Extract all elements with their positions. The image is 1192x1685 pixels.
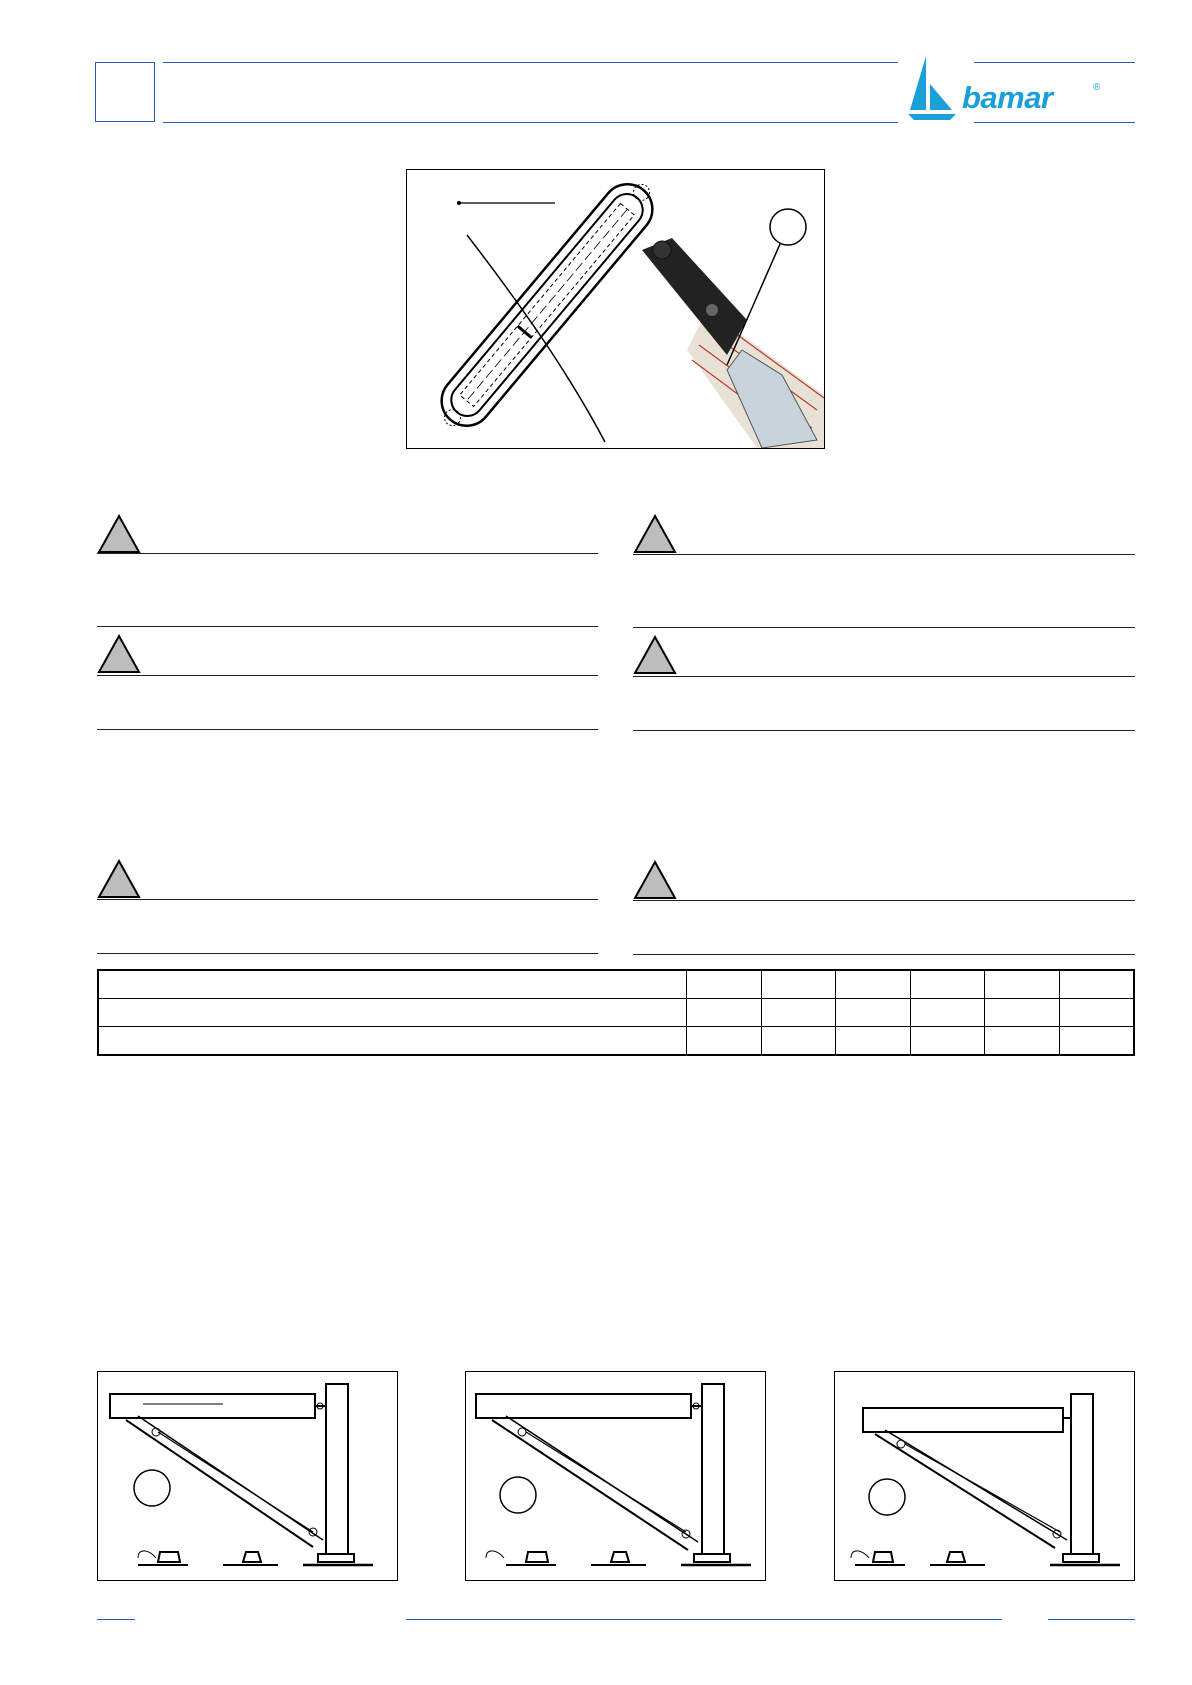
warning-rule bbox=[97, 953, 598, 954]
table-cell bbox=[910, 999, 985, 1027]
page-number-box bbox=[95, 62, 155, 122]
bamar-logo bbox=[906, 54, 1136, 124]
boom-vang-diagram-1 bbox=[98, 1372, 397, 1580]
table-cell bbox=[1059, 970, 1134, 999]
table-cell bbox=[985, 1027, 1060, 1056]
footer-rule-right bbox=[1048, 1619, 1135, 1620]
warning-rule bbox=[633, 900, 1135, 901]
warning-rule bbox=[97, 899, 598, 900]
table-row bbox=[98, 1027, 1134, 1056]
warning-rule bbox=[633, 954, 1135, 955]
table-header-row bbox=[98, 970, 1134, 999]
table-cell bbox=[1059, 1027, 1134, 1056]
spec-table bbox=[97, 969, 1135, 1056]
bottom-figure-2 bbox=[465, 1371, 766, 1581]
warning-block-3 bbox=[97, 859, 141, 904]
bottom-figure-3 bbox=[834, 1371, 1135, 1581]
table-cell bbox=[687, 999, 762, 1027]
warning-triangle-icon bbox=[97, 514, 141, 554]
warning-triangle-icon bbox=[97, 634, 141, 674]
logo-registered-mark: ® bbox=[1093, 82, 1101, 93]
warning-block-2 bbox=[97, 634, 141, 679]
warning-rule bbox=[633, 676, 1135, 677]
bottom-figure-1 bbox=[97, 1371, 398, 1581]
table-cell bbox=[98, 1027, 687, 1056]
table-cell bbox=[910, 970, 985, 999]
logo-text: bamar bbox=[962, 80, 1053, 115]
sheave-diagram bbox=[407, 170, 824, 448]
warning-block-6 bbox=[633, 860, 677, 905]
table-cell bbox=[836, 1027, 911, 1056]
footer-rule-center bbox=[406, 1619, 1002, 1620]
warning-triangle-icon bbox=[633, 860, 677, 900]
warning-rule bbox=[97, 675, 598, 676]
table-cell bbox=[985, 999, 1060, 1027]
table-cell bbox=[761, 970, 836, 999]
table-cell bbox=[910, 1027, 985, 1056]
table-cell bbox=[98, 999, 687, 1027]
table-cell bbox=[687, 1027, 762, 1056]
sailboat-icon bbox=[906, 54, 966, 124]
table-cell bbox=[836, 999, 911, 1027]
table-cell bbox=[836, 970, 911, 999]
warning-triangle-icon bbox=[633, 514, 677, 554]
warning-triangle-icon bbox=[97, 859, 141, 899]
warning-rule bbox=[633, 554, 1135, 555]
boom-vang-diagram-3 bbox=[835, 1372, 1134, 1580]
warning-rule bbox=[97, 729, 598, 730]
warning-rule bbox=[97, 626, 598, 627]
table-cell bbox=[985, 970, 1060, 999]
boom-vang-diagram-2 bbox=[466, 1372, 765, 1580]
header-rule-top bbox=[163, 62, 898, 63]
table-cell bbox=[98, 970, 687, 999]
header-rule-bottom bbox=[163, 122, 898, 123]
footer-rule-left bbox=[97, 1619, 135, 1620]
table-cell bbox=[761, 1027, 836, 1056]
warning-block-4 bbox=[633, 514, 677, 559]
warning-rule bbox=[97, 553, 598, 554]
warning-rule bbox=[633, 730, 1135, 731]
table-cell bbox=[761, 999, 836, 1027]
table-cell bbox=[687, 970, 762, 999]
warning-rule bbox=[633, 627, 1135, 628]
table-row bbox=[98, 999, 1134, 1027]
table-cell bbox=[1059, 999, 1134, 1027]
top-figure bbox=[406, 169, 825, 449]
warning-triangle-icon bbox=[633, 635, 677, 675]
warning-block-5 bbox=[633, 635, 677, 680]
